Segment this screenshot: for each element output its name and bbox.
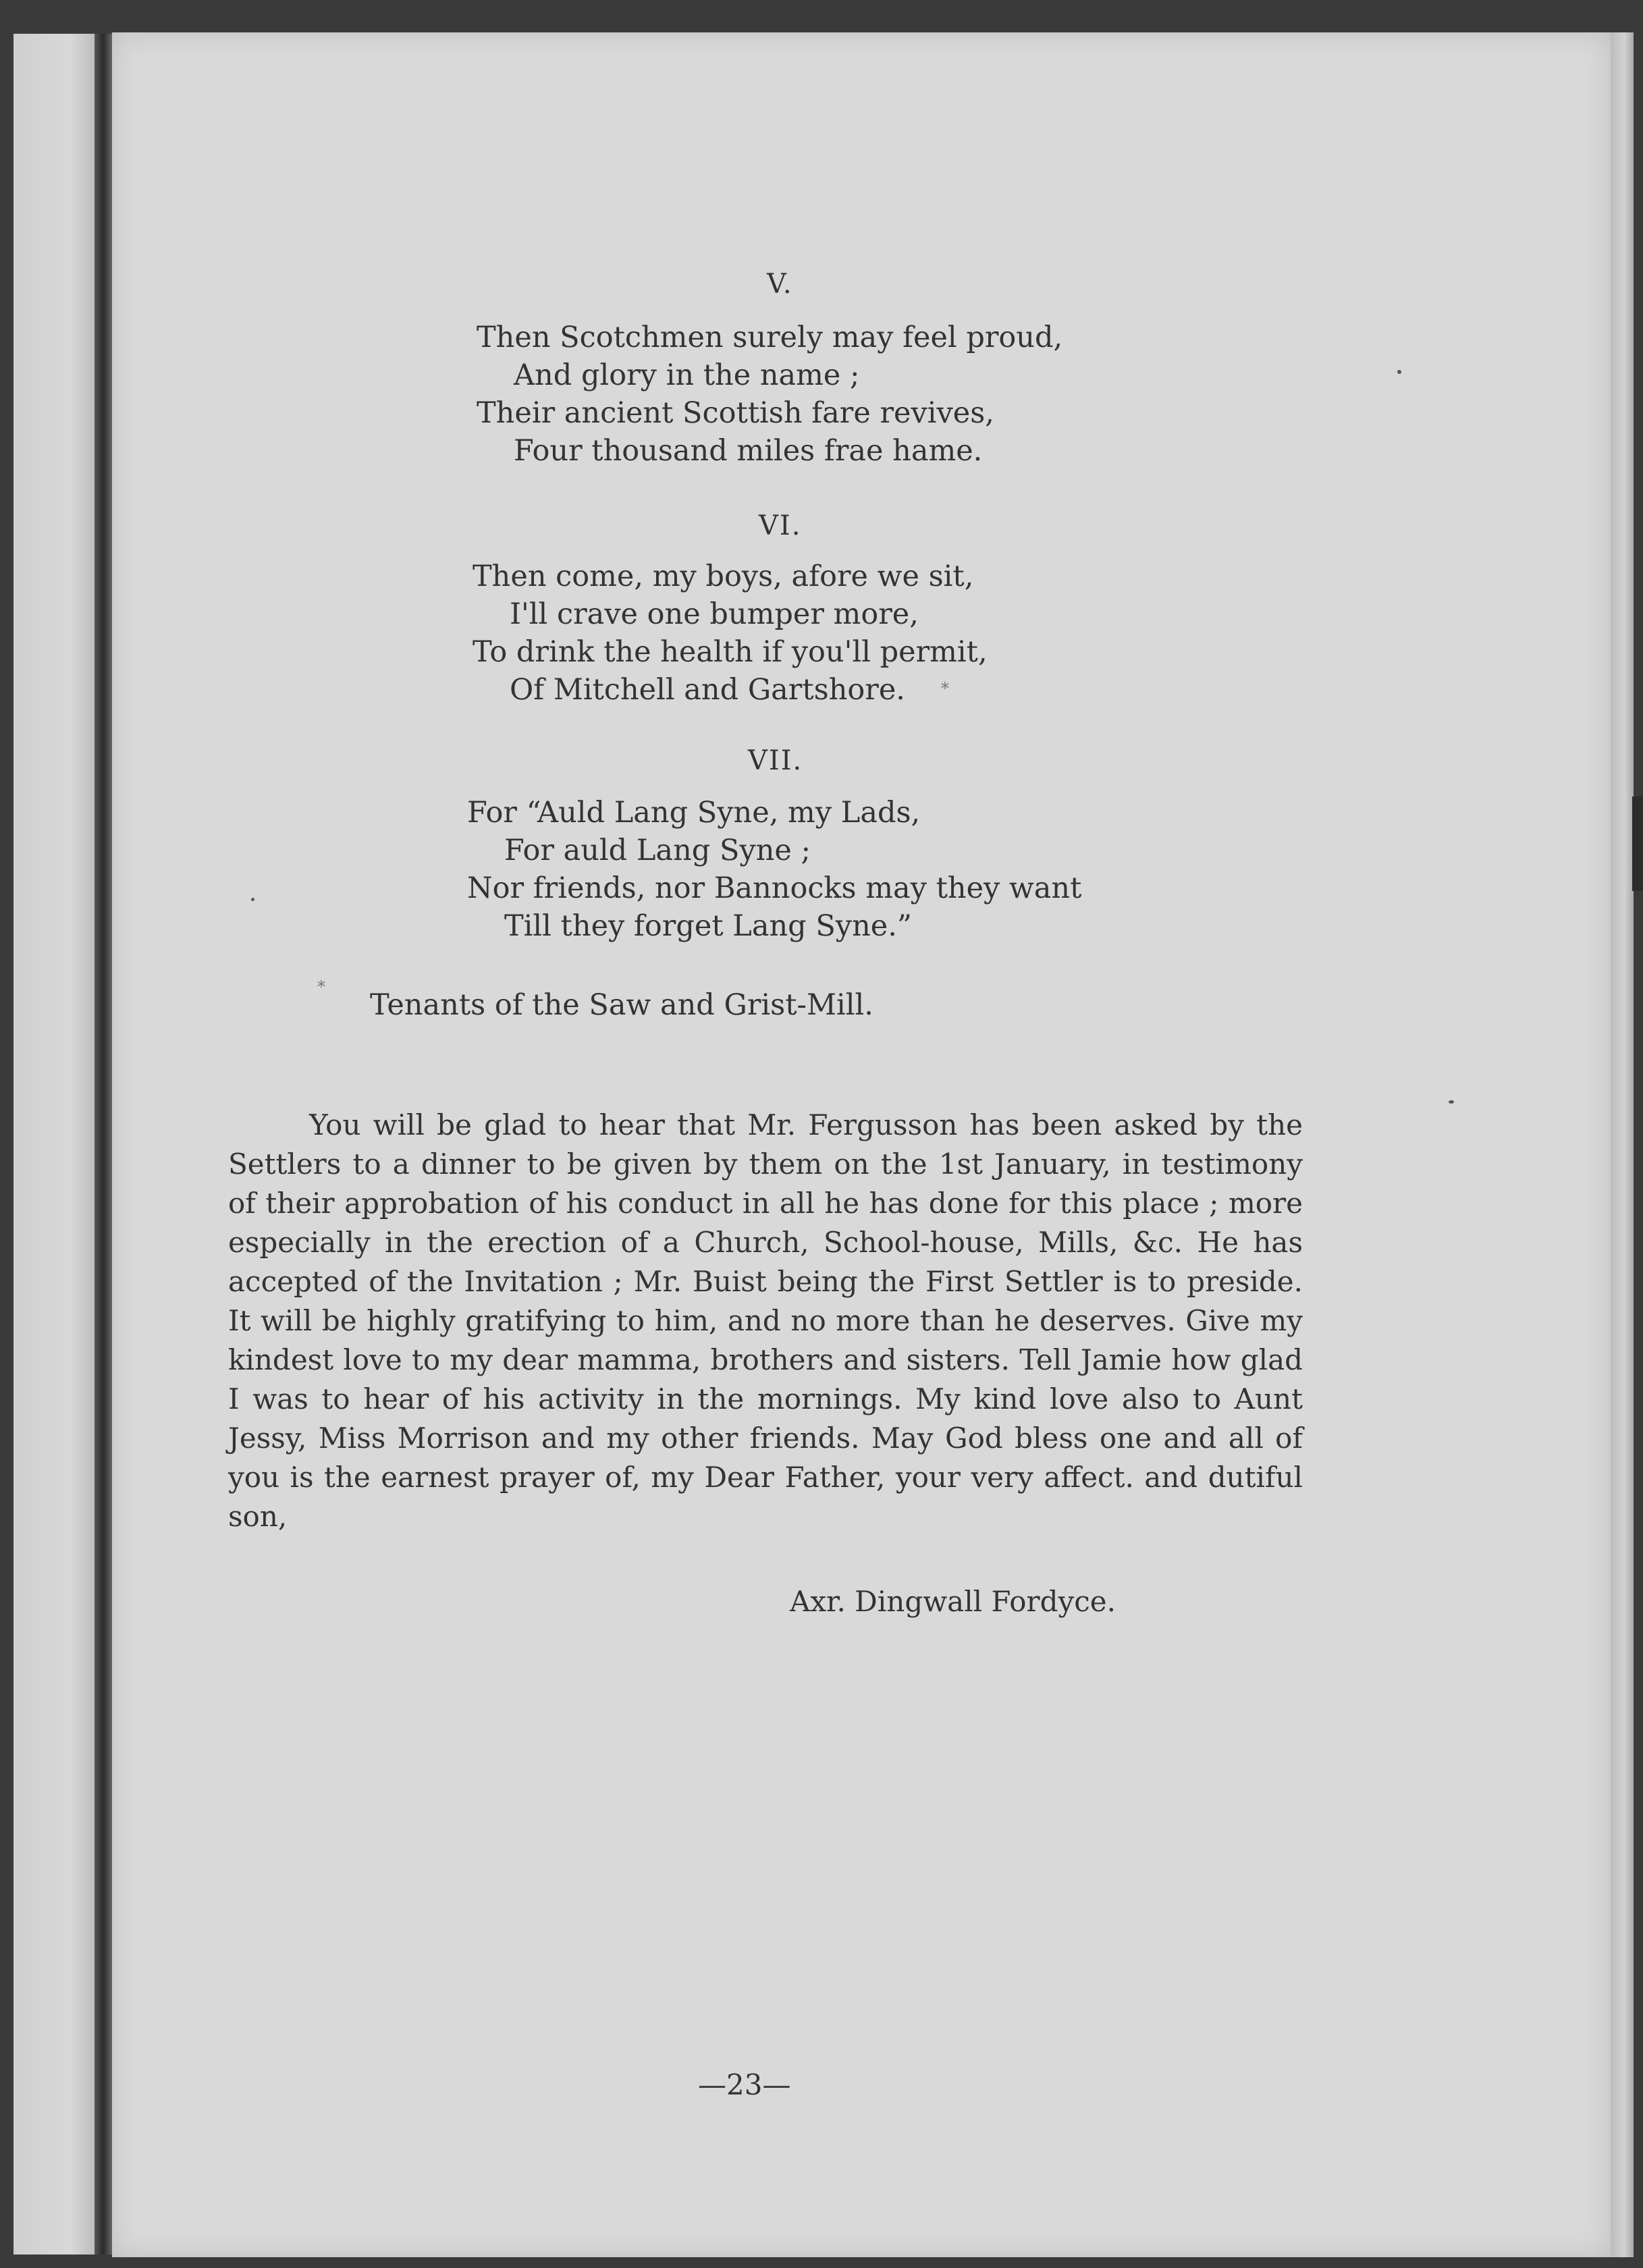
stanza-numeral: VI. — [759, 510, 802, 541]
stanza-vii — [467, 794, 1081, 945]
verse-line: I'll crave one bumper more, — [510, 597, 919, 631]
footnote-text: Tenants of the Saw and Grist-Mill. — [370, 988, 873, 1022]
stanza-numeral: V. — [767, 269, 793, 300]
letter-paragraph: You will be glad to hear that Mr. Fergusson has been asked by the Settlers to a dinner to be given by them on the 1st January, in testimony of their approbation of his conduct in all he has done for this place ; more especially in the erection of a Church, School-house, Mills, &c. He has accepted of the Invitation ; Mr. Buist being the First Settler is to preside. It will be highly gratifying to him, and no more than he deserves. Give my kindest love to my dear mamma, brothers and sisters. Tell Jamie how glad I was to hear of his activity in the mornings. My kind love also to Aunt Jessy, Miss Morrison and my other friends. May God bless one and all of you is the earnest prayer of, my Dear Father, your very affect. and dutiful son, — [228, 1108, 1303, 1533]
scan-speck — [251, 898, 254, 901]
page-number: —23— — [698, 2068, 791, 2101]
stanza-v — [477, 319, 1062, 470]
previous-page-edge — [14, 34, 95, 2254]
scan-speck — [1397, 370, 1401, 374]
page-right-edge — [1611, 32, 1634, 2257]
book-binding — [95, 34, 112, 2254]
scan-speck — [1449, 1100, 1454, 1104]
verse-line: And glory in the name ; — [514, 358, 860, 392]
verse-line: Then come, my boys, afore we sit, — [473, 560, 974, 593]
verse-line: Then Scotchmen surely may feel proud, — [477, 321, 1063, 354]
footnote-marker: * — [317, 977, 325, 996]
right-edge-mark — [1632, 796, 1643, 891]
verse-line: For auld Lang Syne ; — [504, 834, 811, 867]
verse-line: To drink the health if you'll permit, — [473, 635, 988, 669]
verse-line: Till they forget Lang Syne.” — [504, 909, 912, 943]
verse-line: Four thousand miles frae hame. — [514, 434, 983, 468]
verse-line: Of Mitchell and Gartshore. — [510, 673, 905, 707]
signature: Axr. Dingwall Fordyce. — [790, 1585, 1116, 1618]
stanza-numeral: VII. — [748, 745, 803, 776]
stanza-vi — [473, 558, 988, 709]
verse-line: For “Auld Lang Syne, my Lads, — [467, 796, 921, 830]
verse-line: Nor friends, nor Bannocks may they want — [467, 871, 1082, 905]
footnote-marker: * — [941, 679, 949, 698]
verse-line: Their ancient Scottish fare revives, — [477, 396, 994, 430]
